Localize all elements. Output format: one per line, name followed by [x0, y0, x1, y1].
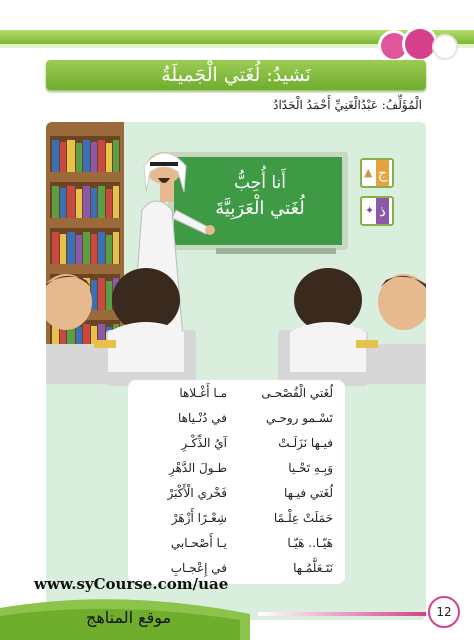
verse-6-left: شِعْـرًا أَزْهَرْ — [171, 511, 227, 525]
verse-3-right: فيـها نَزَلَـتْ — [278, 436, 333, 450]
decorative-circle-white — [432, 34, 458, 60]
verse-1-left: مـا أَغْـلاها — [179, 386, 227, 400]
fly-icon: ✦ — [365, 204, 375, 217]
camel-icon: ▲ — [364, 166, 373, 179]
verse-5-left: فَخْري الْأَكْبَرْ — [167, 486, 227, 500]
letter-card-thal-label: ذ — [376, 198, 389, 224]
verse-4-right: وَبِـهِ تَحْـيا — [288, 461, 333, 475]
board-line-1: أَنا أُحِبُّ — [234, 173, 286, 193]
letter-card-jeem — [360, 158, 394, 188]
verse-7-left: يـا أَصْحـابي — [170, 536, 227, 550]
verse-4-left: طـولَ الدَّهْرِ — [168, 461, 227, 475]
verse-5-right: لُغَتي فيـها — [284, 486, 333, 500]
page-divider-line — [258, 612, 426, 616]
letter-card-thal — [360, 196, 394, 226]
verse-8-left: في إِعْجـابِ — [170, 561, 227, 575]
verse-8-right: نَتَـعَلَّمُـها — [293, 561, 333, 575]
letter-card-jeem-label: ج — [376, 160, 389, 186]
site-name: موقع المناهج — [86, 608, 172, 627]
board-line-2: لُغَتي الْعَرَبِيَّةَ — [215, 198, 305, 219]
verse-2-left: في دُنْـياها — [177, 411, 227, 425]
website-url[interactable]: www.syCourse.com/uae — [34, 575, 229, 593]
board-text — [185, 170, 335, 222]
verse-1-right: لُغَتي الْفُصْحـى — [261, 386, 333, 400]
page-number: 12 — [428, 596, 460, 628]
verse-2-right: تَسْـمو روحـي — [265, 411, 333, 425]
verse-3-left: آيُ الذِّكْـرِ — [181, 436, 227, 450]
verse-6-right: حَمَلَتْ عِلْـمًا — [273, 511, 333, 525]
page-title: نَشيدُ: لُغَتي الْجَميلَةُ — [161, 64, 311, 86]
verse-7-right: هَيّـا.. هَيّـا — [287, 536, 333, 550]
author-credit: الْمُؤَلِّفُ: عَبْدُالْغَنِيِّ أَحْمَدُ الْحَدّادُ — [273, 98, 422, 112]
poem-panel — [128, 380, 345, 584]
